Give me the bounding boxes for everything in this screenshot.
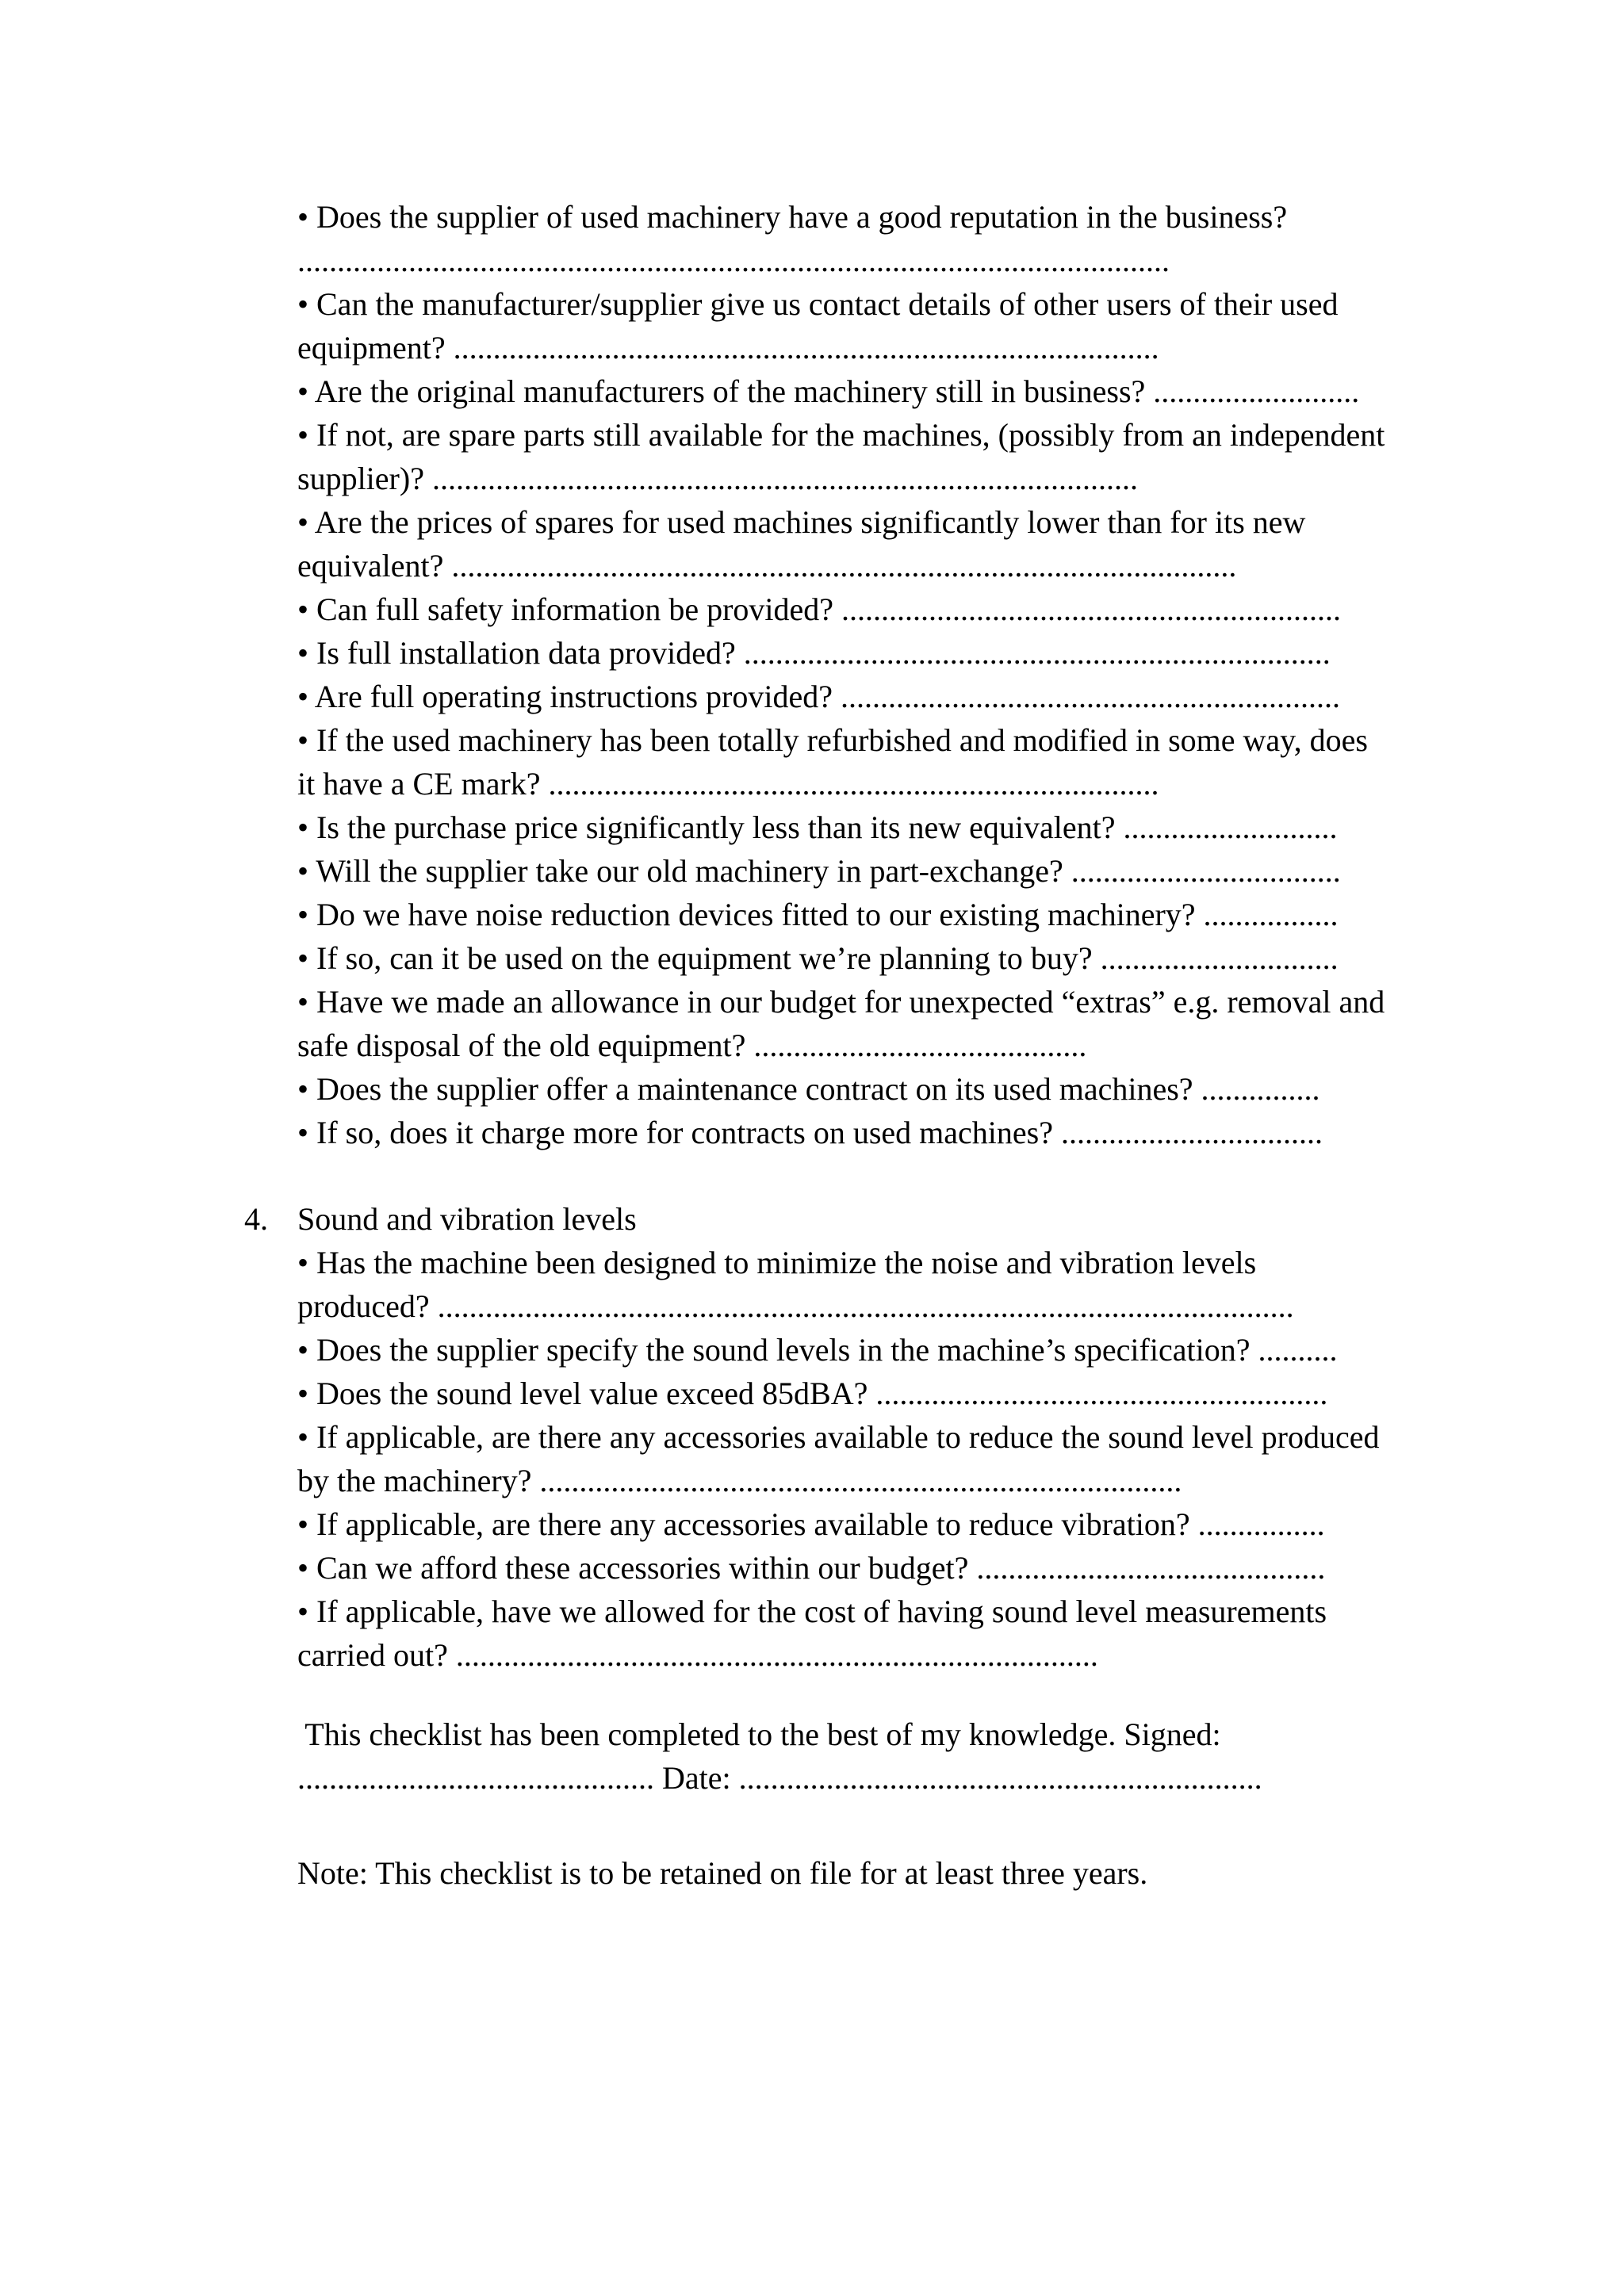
checklist-line: produced? ............................................................................................................	[297, 1288, 1294, 1324]
answer-dotted-line: ..............................................................................................................	[297, 243, 1170, 278]
checklist-line: • If so, does it charge more for contracts on used machines? .................................	[297, 1115, 1323, 1150]
checklist-line: • If not, are spare parts still available for the machines, (possibly from an independent	[297, 417, 1385, 453]
checklist-line: equivalent? ...................................................................................................	[297, 548, 1237, 584]
checklist-line: safe disposal of the old equipment? ..........................................	[297, 1027, 1087, 1063]
checklist-line: • Can full safety information be provided? ...............................................................	[297, 591, 1342, 627]
checklist-line: • If applicable, are there any accessories available to reduce vibration? ................	[297, 1506, 1325, 1542]
checklist-line: • If applicable, are there any accessories available to reduce the sound level produced	[297, 1419, 1380, 1455]
retention-note	[297, 1851, 1431, 1895]
sound-vibration-section	[244, 1197, 1378, 1677]
checklist-line: • If applicable, have we allowed for the cost of having sound level measurements	[297, 1594, 1327, 1629]
checklist-line: • Do we have noise reduction devices fitted to our existing machinery? .................	[297, 897, 1339, 932]
checklist-line: • Can we afford these accessories within our budget? ............................................	[297, 1550, 1326, 1586]
checklist-line: • Are the prices of spares for used machines significantly lower than for its new	[297, 504, 1306, 540]
checklist-line: • Does the supplier of used machinery have a good reputation in the business?	[297, 199, 1288, 235]
checklist-line: it have a CE mark? .............................................................................	[297, 766, 1159, 802]
checklist-line: • If so, can it be used on the equipment we’re planning to buy? ..............................	[297, 940, 1339, 976]
section-heading	[244, 1197, 1378, 1241]
checklist-line: • Are full operating instructions provided? ...............................................................	[297, 679, 1340, 714]
checklist-line: • Have we made an allowance in our budget for unexpected “extras” e.g. removal and	[297, 984, 1385, 1020]
checklist-line: • If the used machinery has been totally refurbished and modified in some way, does	[297, 722, 1368, 758]
note-text: Note: This checklist is to be retained on file for at least three years.	[297, 1855, 1148, 1891]
checklist-line: • Can the manufacturer/supplier give us contact details of other users of their used	[297, 286, 1339, 322]
checklist-line: • Has the machine been designed to minimize the noise and vibration levels	[297, 1245, 1257, 1280]
signature-block	[297, 1712, 1431, 1800]
checklist-line: • Does the supplier specify the sound levels in the machine’s specification? ..........	[297, 1332, 1338, 1368]
used-machinery-checklist	[297, 195, 1431, 1154]
sound-checklist	[244, 1241, 1378, 1677]
section-title: Sound and vibration levels	[297, 1201, 637, 1237]
checklist-line: by the machinery? .................................................................................	[297, 1463, 1182, 1498]
checklist-line: • Are the original manufacturers of the machinery still in business? ..........................	[297, 373, 1360, 409]
checklist-line: • Is the purchase price significantly less than its new equivalent? ...........................	[297, 809, 1338, 845]
section-number: 4.	[244, 1201, 268, 1237]
signature-statement: This checklist has been completed to the best of my knowledge. Signed:	[297, 1716, 1221, 1752]
checklist-line: carried out? .................................................................................	[297, 1637, 1098, 1673]
checklist-line: • Does the supplier offer a maintenance contract on its used machines? ...............	[297, 1071, 1320, 1107]
checklist-line: equipment? .........................................................................................	[297, 330, 1159, 365]
checklist-line: • Is full installation data provided? ..........................................................................	[297, 635, 1331, 671]
checklist-line: supplier)? .........................................................................................	[297, 461, 1138, 496]
signature-date-line: ............................................. Date: ..................................................................	[297, 1760, 1262, 1796]
checklist-line: • Will the supplier take our old machinery in part-exchange? ..................................	[297, 853, 1341, 889]
checklist-line: • Does the sound level value exceed 85dBA? .........................................................	[297, 1376, 1328, 1411]
